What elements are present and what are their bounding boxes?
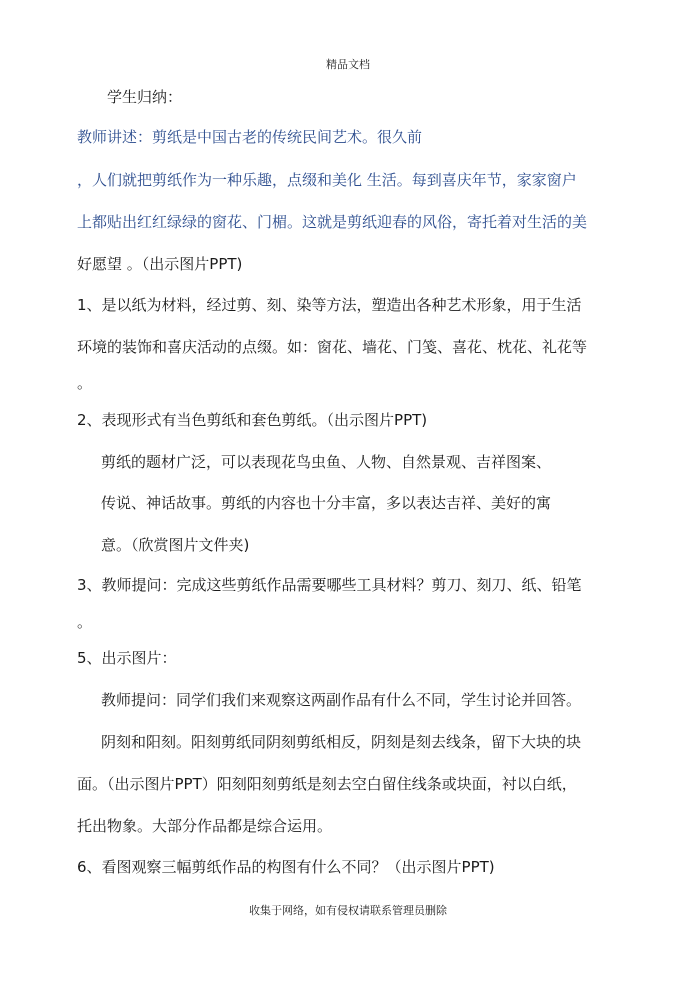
text-line-14: 。 [77, 613, 93, 631]
text-line-12: 意。（欣赏图片文件夹) [101, 536, 250, 554]
text-line-19: 托出物象。大部分作品都是综合运用。 [77, 817, 333, 835]
text-line-5: 好愿望 。（出示图片PPT) [77, 255, 243, 273]
text-line-8: 。 [77, 374, 93, 392]
text-line-11: 传说、神话故事。剪纸的内容也十分丰富，多以表达吉祥、美好的寓 [101, 494, 552, 512]
text-line-7: 环境的装饰和喜庆活动的点缀。如：窗花、墙花、门笺、喜花、枕花、礼花等 [77, 338, 588, 356]
text-line-4: 上都贴出红红绿绿的窗花、门楣。这就是剪纸迎春的风俗，寄托着对生活的美 [77, 213, 588, 231]
text-line-6: 1、是以纸为材料，经过剪、刻、染等方法，塑造出各种艺术形象，用于生活 [77, 296, 582, 314]
text-line-1: 学生归纳： [107, 88, 183, 106]
text-line-3: ，人们就把剪纸作为一种乐趣，点缀和美化 生活。每到喜庆年节，家家窗户 [77, 171, 577, 189]
text-line-16: 教师提问：同学们我们来观察这两副作品有什么不同，学生讨论并回答。 [101, 691, 582, 709]
page-footer: 收集于网络，如有侵权请联系管理员删除 [249, 904, 447, 917]
page-header: 精品文档 [326, 58, 370, 71]
text-line-20: 6、看图观察三幅剪纸作品的构图有什么不同？（出示图片PPT) [77, 858, 495, 876]
text-line-15: 5、出示图片： [77, 649, 177, 667]
text-line-17: 阴刻和阳刻。阳刻剪纸同阴刻剪纸相反，阴刻是刻去线条，留下大块的块 [101, 733, 582, 751]
text-line-18: 面。（出示图片PPT）阳刻阳刻剪纸是刻去空白留住线条或块面，衬以白纸， [77, 775, 577, 793]
text-line-2: 教师讲述：剪纸是中国古老的传统民间艺术。很久前 [77, 128, 423, 146]
text-line-9: 2、表现形式有当色剪纸和套色剪纸。（出示图片PPT) [77, 411, 428, 429]
text-line-13: 3、教师提问：完成这些剪纸作品需要哪些工具材料？剪刀、刻刀、纸、铅笔 [77, 576, 582, 594]
text-line-10: 剪纸的题材广泛，可以表现花鸟虫鱼、人物、自然景观、吉祥图案、 [101, 453, 552, 471]
